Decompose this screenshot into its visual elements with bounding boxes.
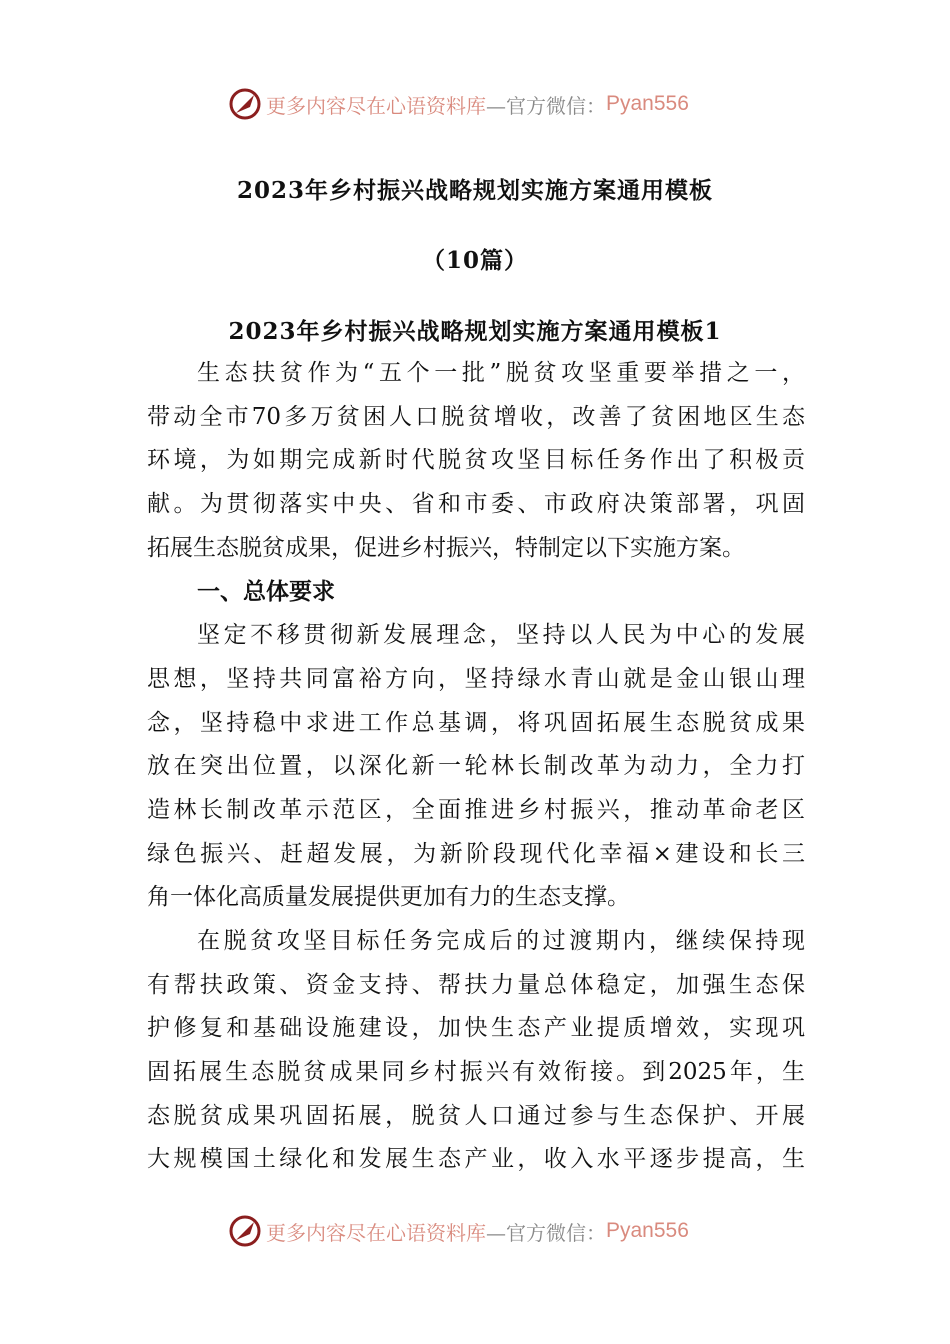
paragraph xyxy=(147,920,805,1182)
text-line: 念，坚持稳中求进工作总基调，将巩固拓展生态脱贫成果 xyxy=(147,709,805,736)
text-line: 绿色振兴、赶超发展，为新阶段现代化幸福×建设和长三 xyxy=(147,840,805,867)
text-line: 放在突出位置，以深化新一轮林长制改革为动力，全力打 xyxy=(147,753,805,780)
text-line: 一、总体要求 xyxy=(197,578,335,606)
text-line: 生态扶贫作为“五个一批”脱贫攻坚重要举措之一， xyxy=(197,360,805,386)
text-line: 有帮扶政策、资金支持、帮扶力量总体稳定，加强生态保 xyxy=(147,971,805,998)
quill-logo-icon xyxy=(228,87,262,121)
text-line: 态脱贫成果巩固拓展，脱贫人口通过参与生态保护、开展 xyxy=(147,1102,805,1129)
text-line: 拓展生态脱贫成果，促进乡村振兴，特制定以下实施方案。 xyxy=(147,534,745,561)
section-title: 2023年乡村振兴战略规划实施方案通用模板1 xyxy=(228,318,722,345)
document-body xyxy=(147,352,805,1182)
text-line: 带动全市70多万贫困人口脱贫增收，改善了贫困地区生态 xyxy=(147,403,805,430)
document-subtitle: （10篇） xyxy=(421,247,528,274)
watermark-wechat: Pyan556 xyxy=(606,1219,689,1242)
text-line: 思想，坚持共同富裕方向，坚持绿水青山就是金山银山理 xyxy=(147,665,805,692)
text-line: 在脱贫攻坚目标任务完成后的过渡期内，继续保持现 xyxy=(197,927,805,954)
text-line: 固拓展生态脱贫成果同乡村振兴有效衔接。到2025年，生 xyxy=(147,1059,805,1085)
watermark-separator: —官方微信： xyxy=(486,93,606,118)
section-heading xyxy=(147,570,805,614)
text-line: 角一体化高质量发展提供更加有力的生态支撑。 xyxy=(147,884,630,911)
watermark-text: 更多内容尽在心语资料库 xyxy=(266,93,486,118)
text-line: 大规模国土绿化和发展生态产业，收入水平逐步提高，生 xyxy=(147,1146,805,1173)
text-line: 献。为贯彻落实中央、省和市委、市政府决策部署，巩固 xyxy=(147,491,805,518)
watermark-wechat: Pyan556 xyxy=(606,92,689,115)
text-line: 造林长制改革示范区，全面推进乡村振兴，推动革命老区 xyxy=(147,796,805,823)
footer-watermark xyxy=(228,1211,689,1251)
text-line: 环境，为如期完成新时代脱贫攻坚目标任务作出了积极贡 xyxy=(147,447,805,474)
paragraph xyxy=(147,352,805,570)
document-title: 2023年乡村振兴战略规划实施方案通用模板 xyxy=(236,177,713,204)
header-watermark xyxy=(228,84,689,124)
watermark-text: 更多内容尽在心语资料库 xyxy=(266,1220,486,1245)
watermark-separator: —官方微信： xyxy=(486,1220,606,1245)
quill-logo-icon xyxy=(228,1214,262,1248)
text-line: 坚定不移贯彻新发展理念，坚持以人民为中心的发展 xyxy=(197,622,805,649)
text-line: 护修复和基础设施建设，加快生态产业提质增效，实现巩 xyxy=(147,1015,805,1042)
paragraph xyxy=(147,614,805,920)
